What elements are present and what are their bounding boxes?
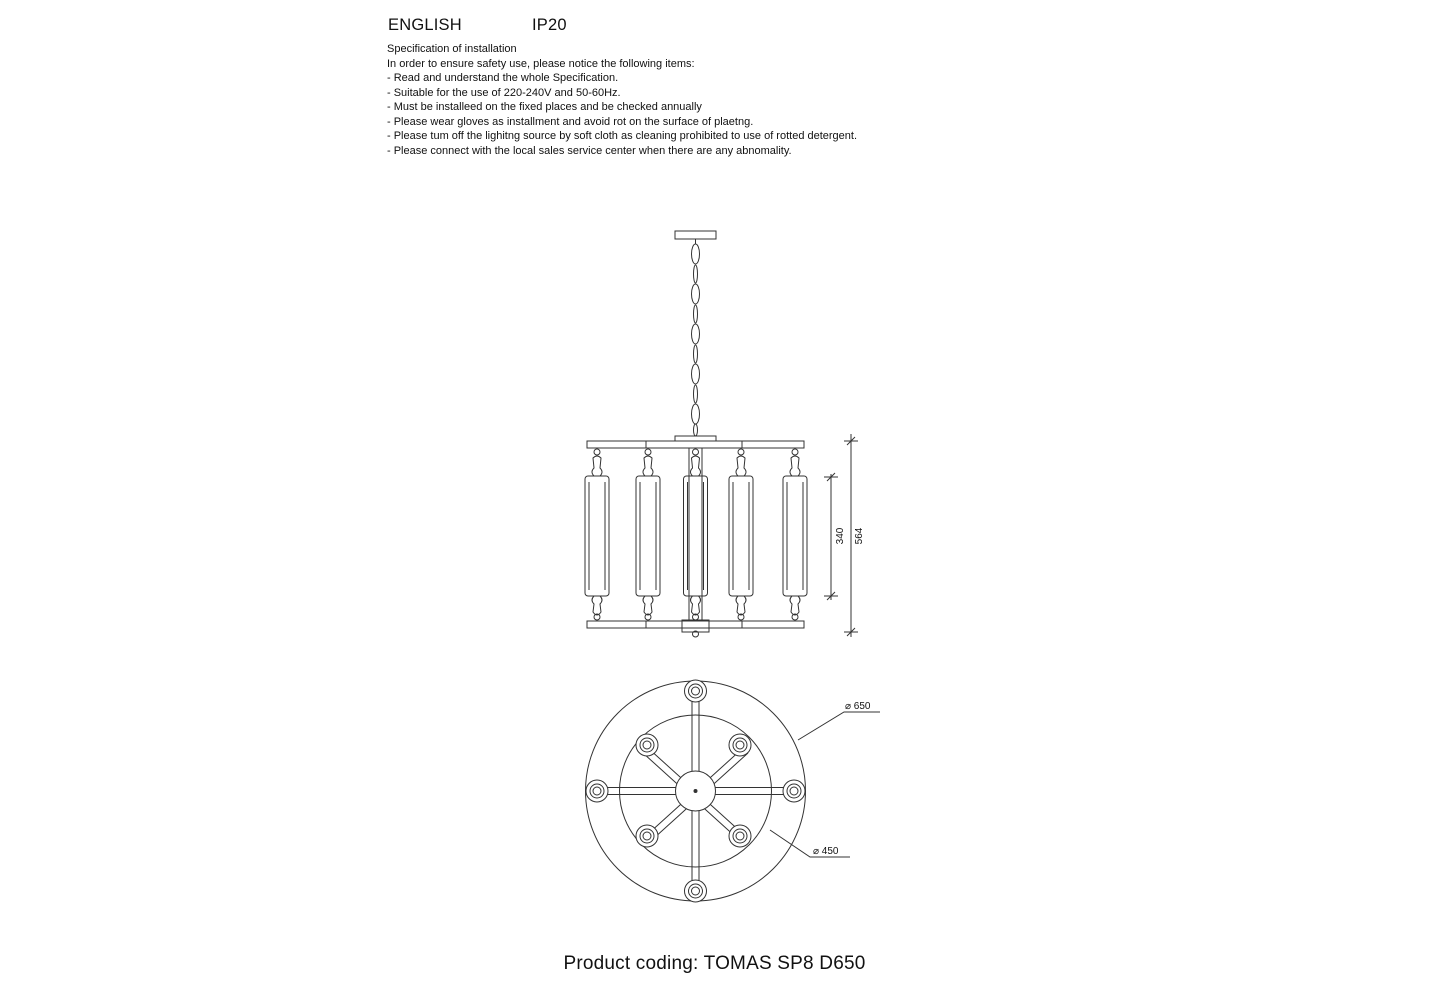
product-coding: Product coding: TOMAS SP8 D650 [563,953,866,974]
lamp-holder [636,734,658,756]
lamp-holder [729,734,751,756]
side-view [585,231,858,637]
ip-rating-label: IP20 [532,16,567,34]
diameter-label-650: ⌀ 650 [845,701,871,712]
top-frame-bar [587,441,804,448]
dimension-label-564: 564 [854,527,865,545]
chain [692,244,700,436]
lamp-holder [783,780,805,802]
spec-intro: In order to ensure safety use, please notice the following items: [387,57,695,70]
dimension-label-340: 340 [835,527,846,545]
spec-item: - Please wear gloves as installment and avoid rot on the surface of plaetng. [387,115,754,128]
spec-item: - Must be installeed on the fixed places and be checked annually [387,101,702,113]
ceiling-canopy [675,231,716,239]
glass-tube [783,449,807,620]
lamp-holder [685,880,707,902]
spec-item: - Please tum off the lighitng source by soft cloth as cleaning prohibited to use of rotted detergent. [387,130,858,142]
spec-item: - Please connect with the local sales service center when there are any abnomality. [387,144,792,157]
top-view [586,680,881,902]
lamp-holder [586,780,608,802]
glass-tube [636,449,660,620]
glass-tube [585,449,609,620]
spec-title: Specification of installation [387,43,517,55]
spec-item: - Suitable for the use of 220-240V and 50-60Hz. [387,86,621,99]
spec-item: - Read and understand the whole Specification. [387,72,619,84]
diameter-label-450: ⌀ 450 [813,846,839,857]
lamp-holder [729,825,751,847]
lamp-holder [685,680,707,702]
language-label: ENGLISH [388,16,462,34]
glass-tube [729,449,753,620]
glass-tube [684,449,708,620]
bottom-frame-bar [587,621,804,628]
lamp-holder [636,825,658,847]
leader-line-650 [798,712,880,740]
